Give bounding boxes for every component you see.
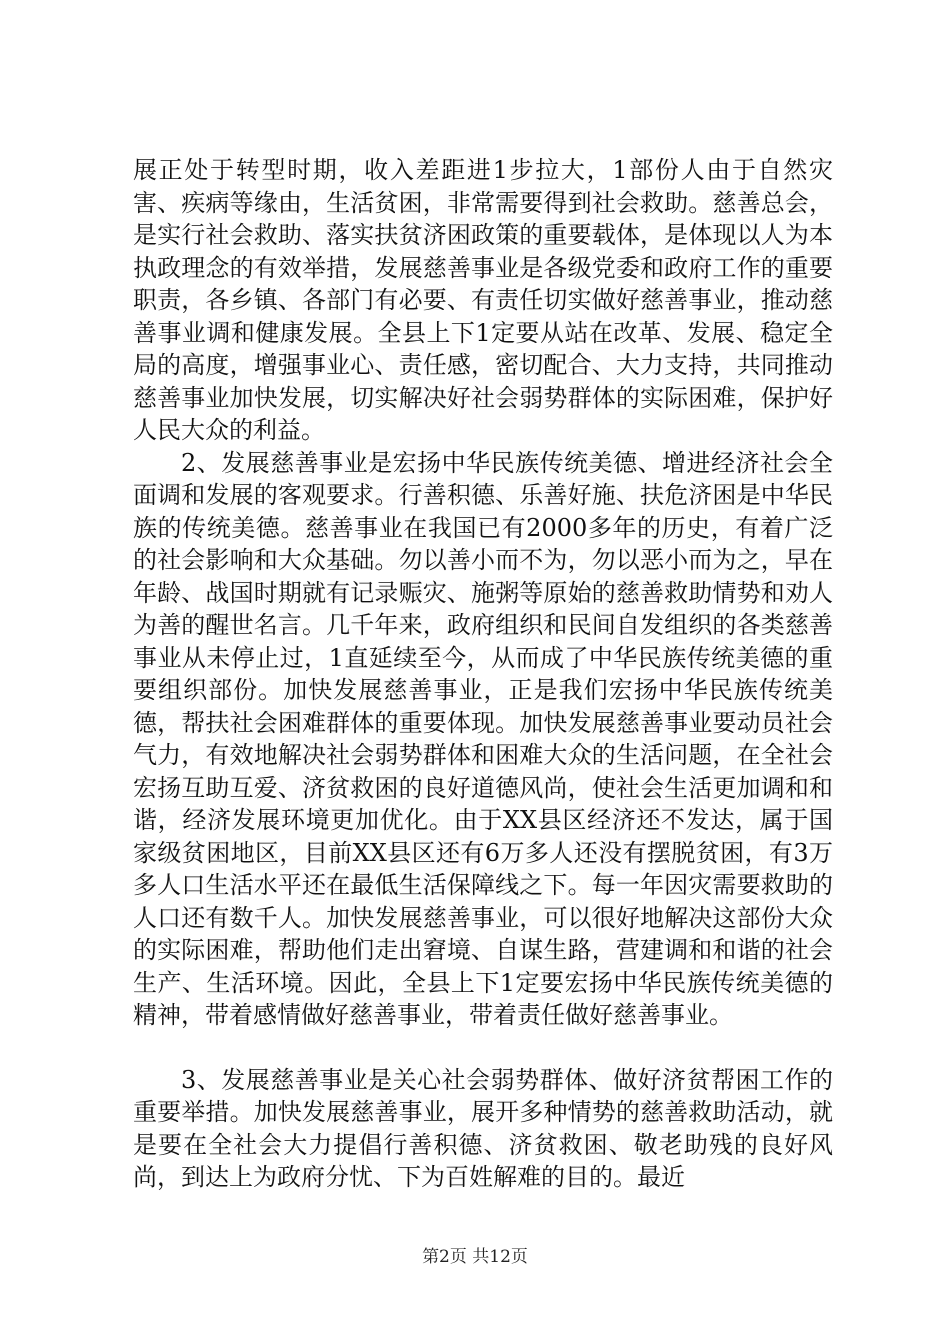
document-body — [133, 154, 833, 1194]
paragraph-2: 2、发展慈善事业是宏扬中华民族传统美德、增进经济社会全面调和发展的客观要求。行善积德、乐善好施、扶危济困是中华民族的传统美德。慈善事业在我国已有2000多年的历史，有着广泛的社会影响和大众基础。勿以善小而不为，勿以恶小而为之，早在年龄、战国时期就有记录赈灾、施粥等原始的慈善救助情势和劝人为善的醒世名言。几千年来，政府组织和民间自发组织的各类慈善事业从未停止过，1直延续至今，从而成了中华民族传统美德的重要组织部份。加快发展慈善事业，正是我们宏扬中华民族传统美德，帮扶社会困难群体的重要体现。加快发展慈善事业要动员社会气力，有效地解决社会弱势群体和困难大众的生活问题，在全社会宏扬互助互爱、济贫救困的良好道德风尚，使社会生活更加调和和谐，经济发展环境更加优化。由于XX县区经济还不发达，属于国家级贫困地区，目前XX县区还有6万多人还没有摆脱贫困，有3万多人口生活水平还在最低生活保障线之下。每一年因灾需要救助的人口还有数千人。加快发展慈善事业，可以很好地解决这部份大众的实际困难，帮助他们走出窘境、自谋生路，营建调和和谐的社会生产、生活环境。因此，全县上下1定要宏扬中华民族传统美德的精神，带着感情做好慈善事业，带着责任做好慈善事业。 — [133, 448, 833, 1029]
paragraph-1: 展正处于转型时期，收入差距进1步拉大，1部份人由于自然灾害、疾病等缘由，生活贫困，非常需要得到社会救助。慈善总会，是实行社会救助、落实扶贫济困政策的重要载体，是体现以人为本执政理念的有效举措，发展慈善事业是各级党委和政府工作的重要职责，各乡镇、各部门有必要、有责任切实做好慈善事业，推动慈善事业调和健康发展。全县上下1定要从站在改革、发展、稳定全局的高度，增强事业心、责任感，密切配合、大力支持，共同推动慈善事业加快发展，切实解决好社会弱势群体的实际困难，保护好人民大众的利益。 — [133, 156, 833, 444]
page-footer: 第2页 共12页 — [422, 1247, 528, 1267]
paragraph-3: 3、发展慈善事业是关心社会弱势群体、做好济贫帮困工作的重要举措。加快发展慈善事业，展开多种情势的慈善救助活动，就是要在全社会大力提倡行善积德、济贫救困、敬老助残的良好风尚，到达上为政府分忧、下为百姓解难的目的。最近 — [133, 1065, 833, 1191]
paragraph-spacer — [133, 1032, 833, 1064]
